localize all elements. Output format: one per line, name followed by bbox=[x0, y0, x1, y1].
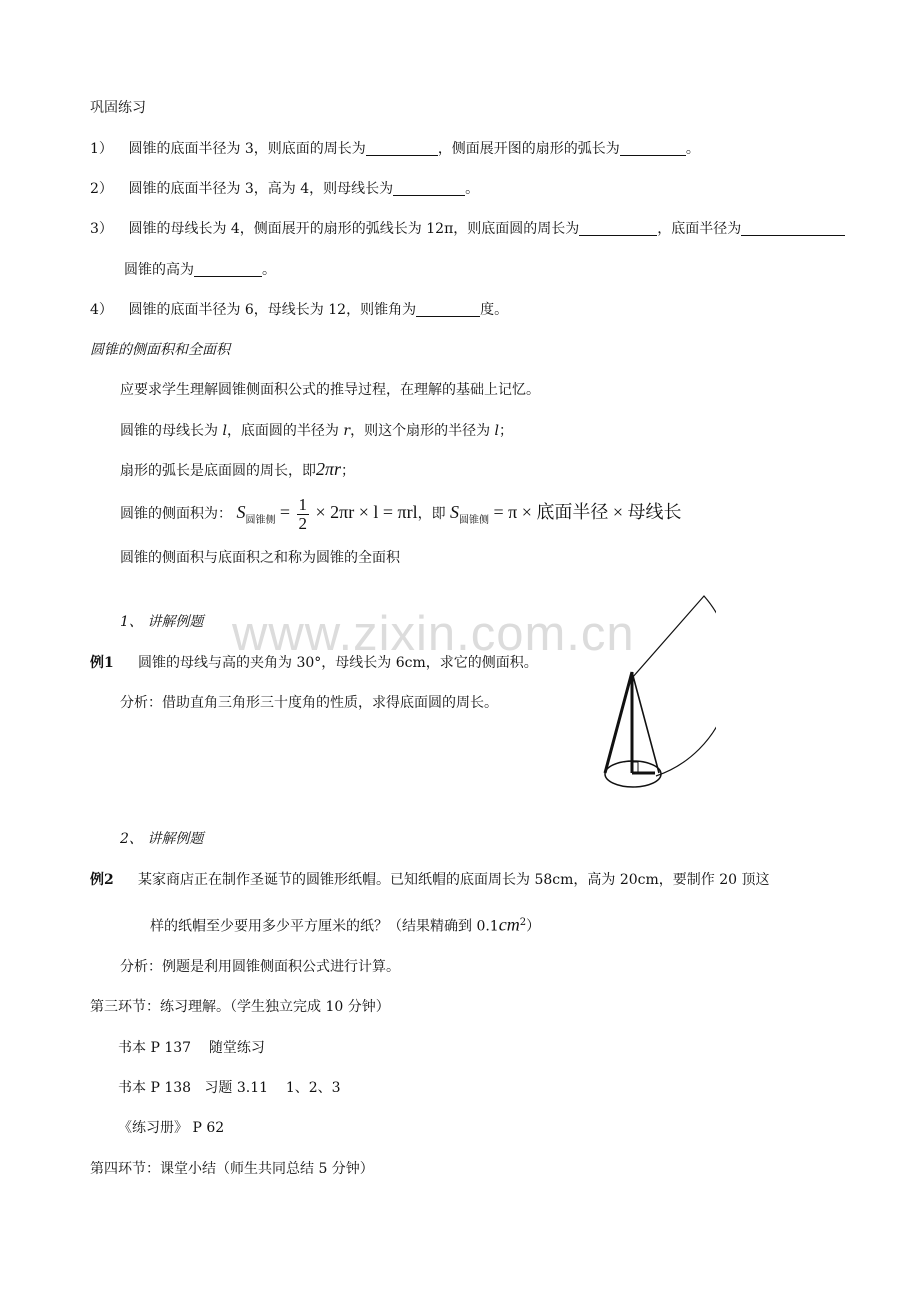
formula-symbol: S bbox=[450, 502, 460, 522]
stage-3-item-1: 书本 P 137 随堂练习 bbox=[118, 1040, 265, 1056]
example-text: 样的纸帽至少要用多少平方厘米的纸？（结果精确到 0.1 bbox=[150, 918, 499, 935]
lateral-area-formula-line bbox=[120, 492, 682, 541]
text: ，则这个扇形的半径为 bbox=[350, 423, 495, 439]
stage-3-item-2: 书本 P 138 习题 3.11 1、2、3 bbox=[118, 1080, 341, 1096]
question-text: 圆锥的底面半径为 3，高为 4，则母线长为 bbox=[128, 181, 394, 197]
example-label: 例1 bbox=[90, 655, 114, 671]
example-1-analysis: 分析：借助直角三角形三十度角的性质，求得底面圆的周长。 bbox=[120, 695, 498, 711]
example-2 bbox=[90, 871, 769, 889]
fraction-one-half bbox=[297, 496, 310, 533]
variable-l: l bbox=[222, 423, 227, 439]
text: ，底面圆的半径为 bbox=[226, 423, 344, 439]
arc-length-formula: 2πr bbox=[316, 459, 342, 479]
example-2-analysis: 分析：例题是利用圆锥侧面积公式进行计算。 bbox=[120, 959, 400, 975]
variable-l: l bbox=[494, 423, 500, 439]
text: 扇形的弧长是底面圆的周长，即 bbox=[120, 463, 316, 479]
fraction-numerator: 1 bbox=[298, 494, 308, 514]
example-1-section: 1、 讲解例题 bbox=[120, 614, 204, 630]
question-text: 圆锥的母线长为 4，侧面展开的扇形的弧线长为 12π，则底面圆的周长为 bbox=[128, 221, 580, 237]
watermark: www.zixin.com.cn bbox=[232, 607, 635, 661]
question-2 bbox=[90, 180, 479, 198]
unit-cm: cm bbox=[498, 914, 520, 935]
example-2-continued bbox=[150, 914, 540, 936]
formula-expression: × 2πr × l = πrl bbox=[315, 502, 418, 522]
sector-outline bbox=[632, 596, 716, 776]
question-text: 。 bbox=[465, 181, 480, 197]
question-text: 圆锥的高为 bbox=[124, 262, 194, 278]
text: ； bbox=[341, 463, 356, 479]
question-number: 4） bbox=[90, 302, 113, 318]
example-1 bbox=[90, 654, 538, 672]
area-paragraph-2 bbox=[120, 422, 513, 440]
cone-left-slant bbox=[605, 672, 632, 773]
question-text: 。 bbox=[685, 141, 700, 157]
stage-4-title: 第四环节：课堂小结（师生共同总结 5 分钟） bbox=[90, 1161, 374, 1177]
area-paragraph-5: 圆锥的侧面积与底面积之和称为圆锥的全面积 bbox=[120, 550, 400, 566]
fraction-denominator: 2 bbox=[298, 513, 308, 533]
formula-subscript: 圆锥侧 bbox=[245, 515, 276, 526]
unit-exponent: 2 bbox=[519, 917, 527, 928]
question-4 bbox=[90, 301, 508, 319]
practice-title: 巩固练习 bbox=[90, 100, 146, 116]
variable-r: r bbox=[343, 423, 351, 439]
area-heading: 圆锥的侧面积和全面积 bbox=[90, 342, 230, 358]
question-number: 1） bbox=[90, 141, 113, 157]
answer-blank[interactable] bbox=[393, 181, 465, 196]
example-text: 圆锥的母线与高的夹角为 30°，母线长为 6cm，求它的侧面积。 bbox=[138, 655, 538, 671]
answer-blank[interactable] bbox=[741, 221, 845, 236]
formula-subscript: 圆锥侧 bbox=[459, 515, 490, 526]
example-text: ） bbox=[526, 918, 541, 935]
question-text: 。 bbox=[262, 262, 276, 278]
answer-blank[interactable] bbox=[366, 141, 438, 156]
stage-3-item-3: 《练习册》 P 62 bbox=[118, 1120, 225, 1136]
question-3-continued bbox=[124, 261, 276, 279]
question-text: 度。 bbox=[480, 302, 509, 318]
example-label: 例2 bbox=[90, 872, 114, 888]
text: ； bbox=[499, 423, 514, 439]
stage-3-title: 第三环节：练习理解。（学生独立完成 10 分钟） bbox=[90, 999, 390, 1015]
cone-net-diagram bbox=[596, 594, 716, 794]
formula-equals: = bbox=[279, 502, 291, 522]
formula-symbol: S bbox=[236, 502, 246, 522]
question-number: 3） bbox=[90, 221, 113, 237]
question-1 bbox=[90, 140, 700, 158]
question-number: 2） bbox=[90, 181, 113, 197]
question-3 bbox=[90, 220, 845, 238]
answer-blank[interactable] bbox=[579, 221, 657, 236]
area-paragraph-3 bbox=[120, 460, 355, 480]
answer-blank[interactable] bbox=[620, 141, 686, 156]
cone-right-slant bbox=[632, 672, 659, 773]
text: 圆锥的母线长为 bbox=[120, 423, 223, 439]
question-text: 圆锥的底面半径为 6，母线长为 12，则锥角为 bbox=[128, 302, 417, 318]
question-text: 圆锥的底面半径为 3，则底面的周长为 bbox=[128, 141, 366, 157]
answer-blank[interactable] bbox=[416, 302, 480, 317]
formula-label: 圆锥的侧面积为： bbox=[120, 506, 232, 522]
question-text: ，底面半径为 bbox=[657, 221, 742, 237]
area-paragraph-1: 应要求学生理解圆锥侧面积公式的推导过程，在理解的基础上记忆。 bbox=[120, 382, 540, 398]
example-text: 某家商店正在制作圣诞节的圆锥形纸帽。已知纸帽的底面周长为 58cm，高为 20cm，要制作 20 顶这 bbox=[138, 872, 770, 888]
example-2-section: 2、 讲解例题 bbox=[120, 831, 204, 847]
text: ，即 bbox=[417, 506, 446, 522]
formula-expression-words: = π × 底面半径 × 母线长 bbox=[493, 502, 682, 522]
question-text: ，侧面展开图的扇形的弧长为 bbox=[437, 141, 620, 157]
answer-blank[interactable] bbox=[194, 262, 262, 277]
